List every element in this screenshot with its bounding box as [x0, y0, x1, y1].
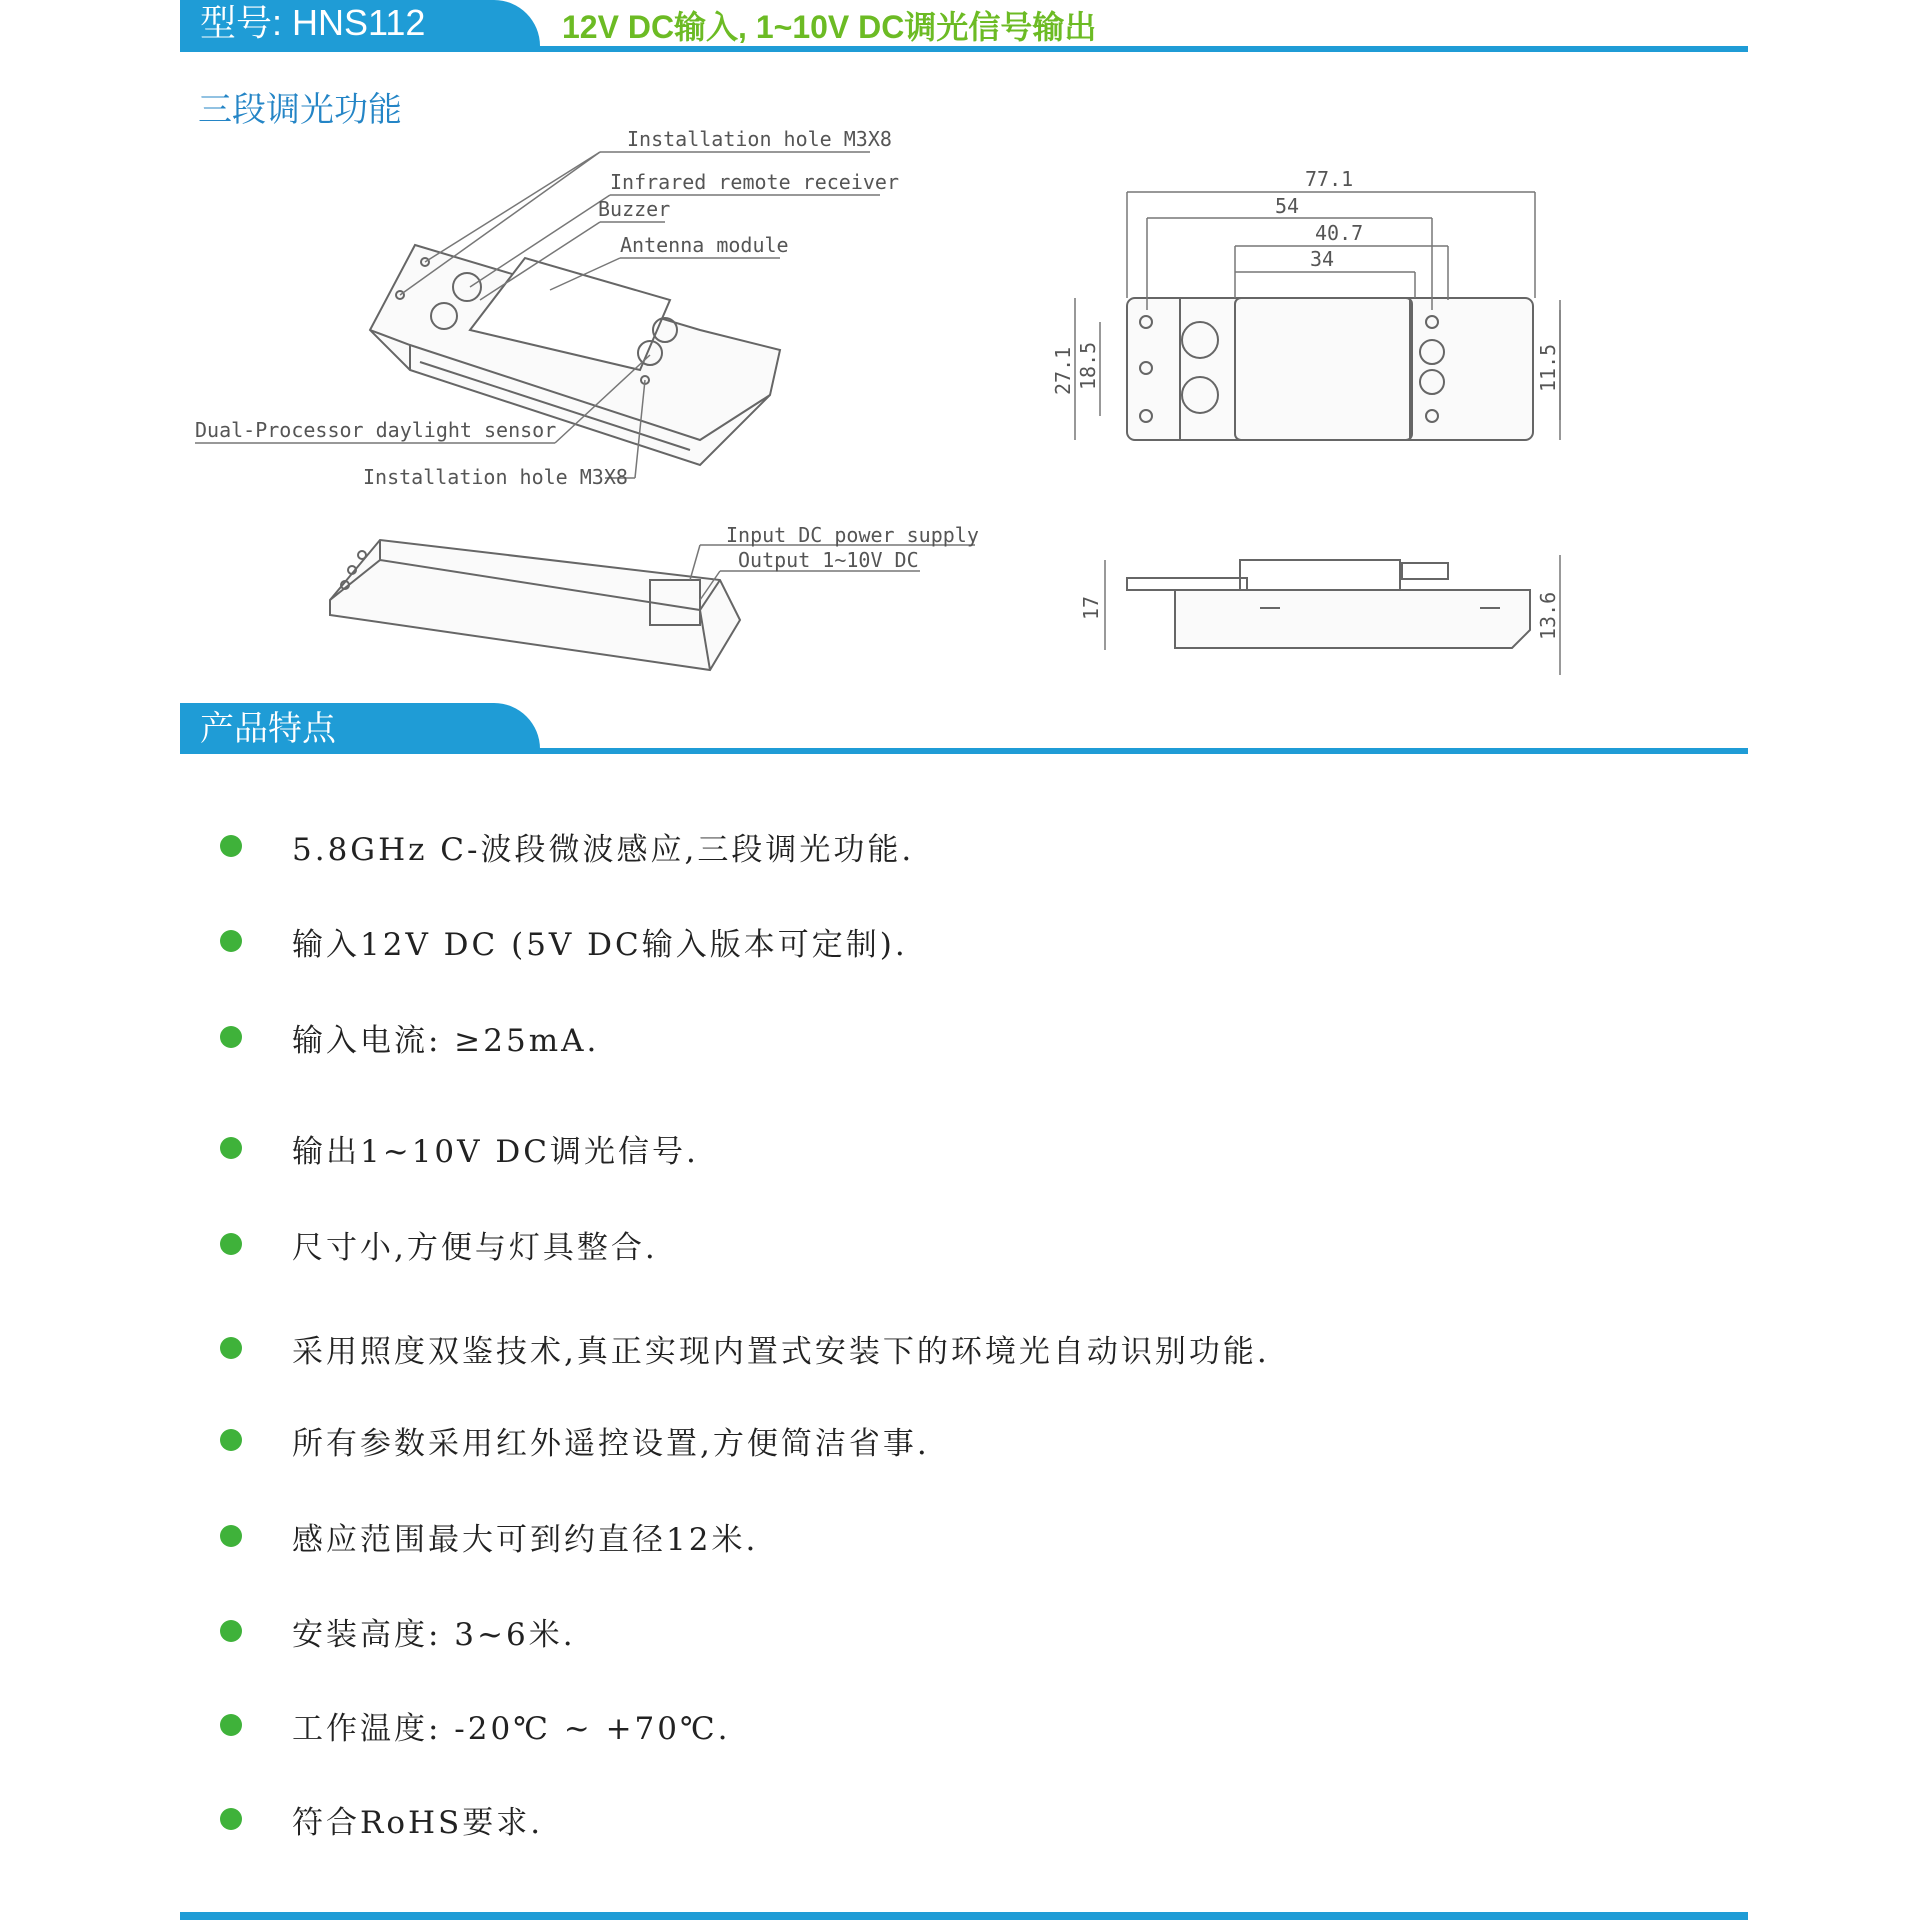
- label-antenna-module: Antenna module: [620, 233, 789, 257]
- dim-18-5: 18.5: [1076, 341, 1100, 390]
- list-item: [220, 921, 908, 961]
- list-item: [220, 826, 914, 866]
- dim-13-6: 13.6: [1536, 591, 1560, 640]
- bullet-icon: [220, 1714, 242, 1736]
- feature-text: 输出1~10V DC调光信号.: [292, 1133, 699, 1170]
- device-top-view: [1127, 298, 1533, 440]
- feature-text: 输入电流: ≥25mA.: [292, 1022, 600, 1059]
- bullet-icon: [220, 1429, 242, 1451]
- section-title-dimming: 三段调光功能: [198, 90, 402, 130]
- dim-40-7: 40.7: [1315, 221, 1364, 245]
- bullet-icon: [220, 1808, 242, 1830]
- list-item: [220, 1420, 930, 1460]
- feature-text: 感应范围最大可到约直径12米.: [292, 1521, 759, 1558]
- feature-text: 所有参数采用红外遥控设置,方便简洁省事.: [292, 1425, 930, 1462]
- technical-drawing: [0, 0, 1920, 700]
- model-title: 型号: HNS112: [200, 2, 426, 43]
- bullet-icon: [220, 1026, 242, 1048]
- features-title: 产品特点: [200, 709, 336, 749]
- bullet-icon: [220, 930, 242, 952]
- header-subtitle: 12V DC输入, 1~10V DC调光信号输出: [562, 9, 1097, 45]
- list-item: [220, 1516, 758, 1556]
- list-item: [220, 1017, 599, 1057]
- bullet-icon: [220, 1525, 242, 1547]
- dim-34: 34: [1310, 247, 1335, 271]
- feature-text: 输入12V DC (5V DC输入版本可定制).: [292, 926, 908, 963]
- device-side-view: [1127, 560, 1530, 648]
- label-installation-hole-top: Installation hole M3X8: [627, 127, 892, 151]
- feature-text: 工作温度: -20℃ ~ +70℃.: [292, 1710, 731, 1747]
- label-daylight-sensor: Dual-Processor daylight sensor: [195, 418, 557, 442]
- features-header-underline: [180, 748, 1748, 754]
- label-ir-receiver: Infrared remote receiver: [610, 170, 899, 194]
- footer-divider: [180, 1912, 1748, 1920]
- dim-11-5: 11.5: [1536, 343, 1560, 392]
- feature-text: 5.8GHz C-波段微波感应,三段调光功能.: [292, 831, 915, 868]
- list-item: [220, 1611, 576, 1651]
- feature-text: 安装高度: 3~6米.: [292, 1616, 576, 1653]
- label-input-dc: Input DC power supply: [726, 523, 979, 547]
- bullet-icon: [220, 1337, 242, 1359]
- list-item: [220, 1128, 699, 1168]
- label-installation-hole-bottom: Installation hole M3X8: [363, 465, 628, 489]
- bullet-icon: [220, 835, 242, 857]
- feature-text: 符合RoHS要求.: [292, 1804, 544, 1841]
- dim-27-1: 27.1: [1051, 346, 1075, 395]
- list-item: [220, 1328, 1270, 1368]
- device-iso-bottom: [330, 540, 740, 670]
- bullet-icon: [220, 1233, 242, 1255]
- dim-17: 17: [1079, 595, 1103, 620]
- label-buzzer: Buzzer: [598, 197, 671, 221]
- dim-77-1: 77.1: [1305, 167, 1354, 191]
- list-item: [220, 1224, 658, 1264]
- bullet-icon: [220, 1620, 242, 1642]
- label-output-dc: Output 1~10V DC: [738, 548, 919, 572]
- dim-54: 54: [1275, 194, 1300, 218]
- list-item: [220, 1799, 543, 1839]
- bullet-icon: [220, 1137, 242, 1159]
- list-item: [220, 1705, 731, 1745]
- feature-text: 采用照度双鉴技术,真正实现内置式安装下的环境光自动识别功能.: [292, 1333, 1270, 1370]
- feature-text: 尺寸小,方便与灯具整合.: [292, 1229, 658, 1266]
